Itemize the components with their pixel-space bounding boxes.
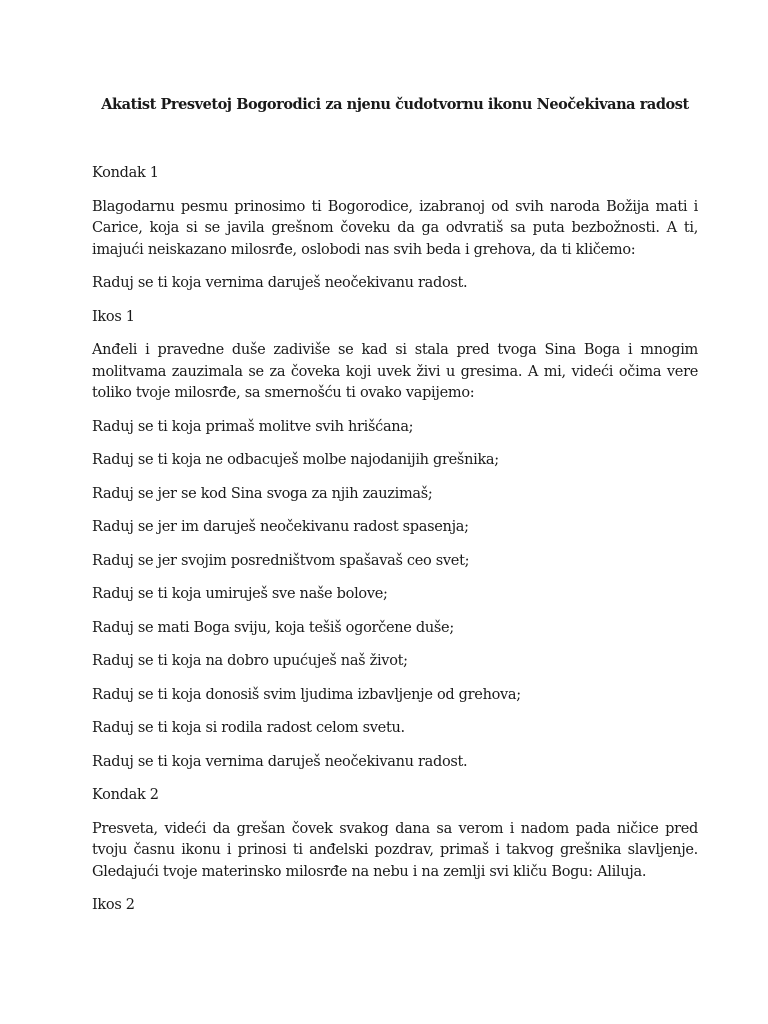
section-heading: Ikos 2 xyxy=(92,897,135,913)
refrain-line: Raduj se ti koja primaš molitve svih hrišćana; xyxy=(92,418,414,435)
refrain-line: Raduj se jer im daruješ neočekivanu radost spasenja; xyxy=(92,519,469,535)
document-title: Akatist Presvetoj Bogorodici za njenu čudotvornu ikonu Neočekivana radost xyxy=(101,96,689,113)
refrain-line: Raduj se ti koja na dobro upućuješ naš život; xyxy=(92,653,408,669)
section-heading: Kondak 2 xyxy=(92,787,159,803)
section-heading: Kondak 1 xyxy=(92,165,159,181)
refrain-line: Raduj se ti koja vernima daruješ neočekivanu radost. xyxy=(92,275,468,291)
refrain-line: Raduj se ti koja ne odbacuješ molbe najodanijih grešnika; xyxy=(92,452,499,468)
refrain-line: Raduj se ti koja vernima daruješ neočekivanu radost. xyxy=(92,753,468,770)
refrain-line: Raduj se ti koja si rodila radost celom svetu. xyxy=(92,720,405,736)
paragraph: Blagodarnu pesmu prinosimo ti Bogorodice, izabranoj od svih naroda Božija mati i Carice, koja si se javila grešnom čoveku da ga odvratiš sa puta bezbožnosti. A ti, imajući neiskazano milosrđe, oslobodi nas svih beda i grehova, da ti kličemo: xyxy=(92,198,698,258)
paragraph: Anđeli i pravedne duše zadiviše se kad si stala pred tvoga Sina Boga i mnogim molitvama zauzimala se za čoveka koji uvek živi u gresima. A mi, videći očima vere toliko tvoje milosrđe, sa smernošću ti ovako vapijemo: xyxy=(92,342,698,401)
paragraph: Presveta, videći da grešan čovek svakog dana sa verom i nadom pada ničice pred tvoju časnu ikonu i prinosi ti anđelski pozdrav, primaš i takvog grešnika slavljenje. Gledajući tvoje materinsko milosrđe na nebu i na zemlji svi kliču Bogu: Aliluja. xyxy=(92,820,698,880)
document-body xyxy=(92,163,698,929)
refrain-line: Raduj se jer se kod Sina svoga za njih zauzimaš; xyxy=(92,485,433,502)
refrain-line: Raduj se ti koja umiruješ sve naše bolove; xyxy=(92,586,388,602)
section-heading: Ikos 1 xyxy=(92,308,135,325)
refrain-line: Raduj se ti koja donosiš svim ljudima izbavljenje od grehova; xyxy=(92,686,521,703)
refrain-line: Raduj se mati Boga sviju, koja tešiš ogorčene duše; xyxy=(92,619,454,636)
refrain-line: Raduj se jer svojim posredništvom spašavaš ceo svet; xyxy=(92,552,470,569)
